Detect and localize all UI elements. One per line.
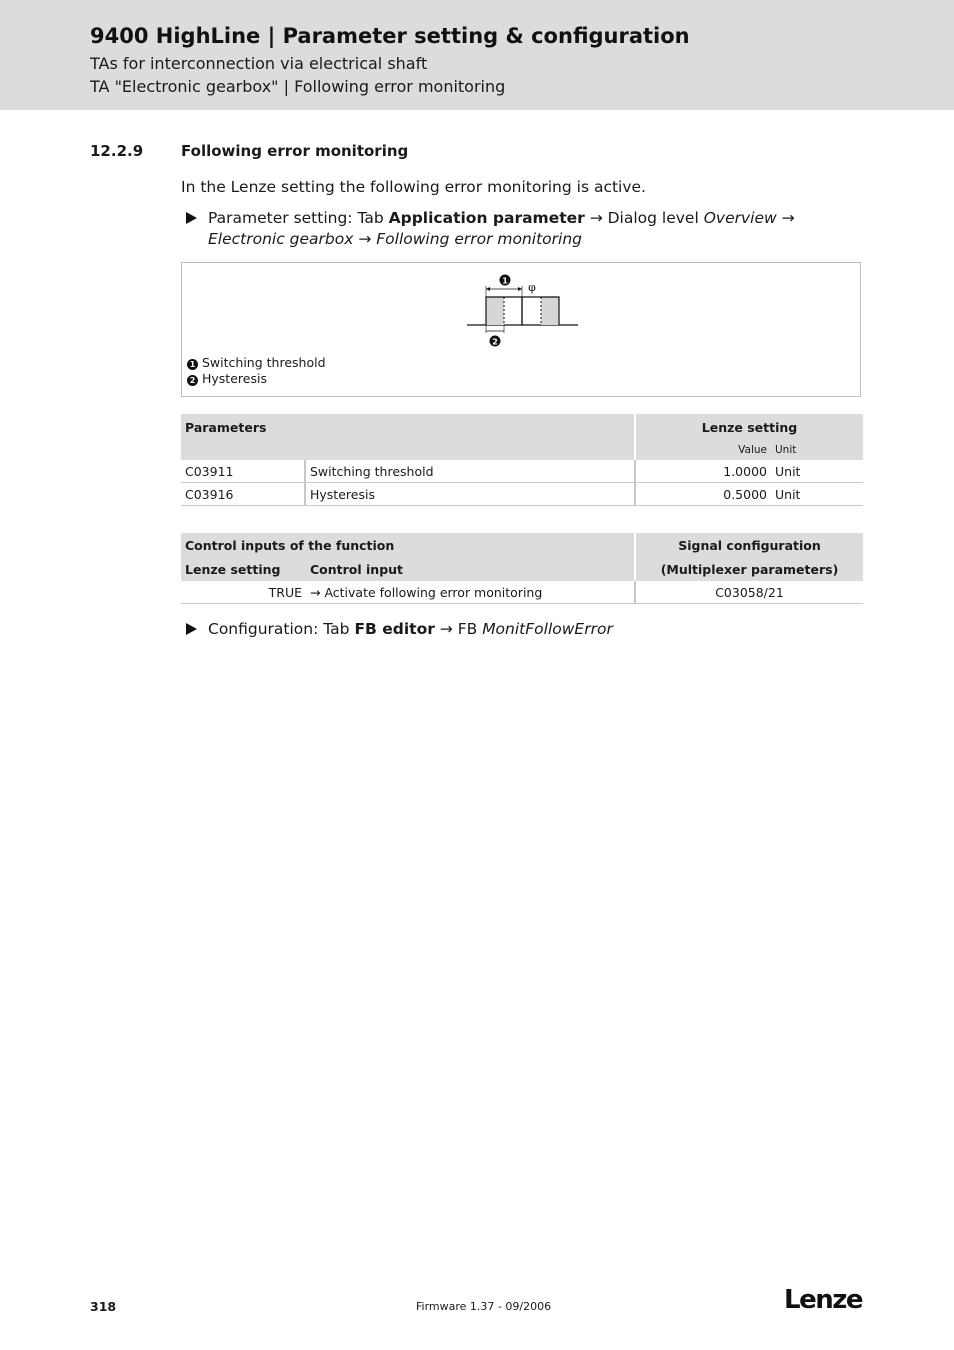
param-name: Switching threshold: [306, 460, 636, 483]
section-title: Following error monitoring: [181, 142, 409, 160]
marker-2-label: 2: [492, 337, 498, 347]
lenze-logo: Lenze: [784, 1285, 862, 1315]
arrowhead-left: [486, 287, 490, 291]
table-row: [181, 581, 863, 604]
firmware-version: Firmware 1.37 - 09/2006: [416, 1300, 552, 1313]
param-unit: Unit: [771, 460, 863, 483]
param-value: 0.5000: [636, 483, 771, 506]
following-error-figure: [181, 262, 861, 397]
parameters-table-header: [181, 414, 863, 440]
header-parameters: Parameters: [181, 414, 636, 440]
page-header: [0, 0, 954, 110]
header-value: Value: [738, 444, 767, 456]
instruction-text: Parameter setting: Tab Application parameter → Dialog level Overview → Electronic gearbox → Following error monitoring: [208, 209, 795, 248]
threshold-hysteresis-diagram: [462, 269, 582, 353]
header-signal-configuration: Signal configuration: [678, 537, 821, 553]
section-number: 12.2.9: [90, 142, 144, 160]
intro-paragraph: In the Lenze setting the following error monitoring is active.: [181, 178, 646, 196]
param-value: 1.0000: [636, 460, 771, 483]
header-multiplexer: (Multiplexer parameters): [660, 561, 839, 577]
control-inputs-table: [181, 533, 863, 604]
input-lenze-setting: TRUE: [181, 581, 306, 604]
legend-switching-threshold: 1 Switching threshold: [187, 355, 326, 370]
phi-label: φ: [528, 281, 536, 294]
bullet-triangle-icon: [186, 623, 197, 635]
header-lenze-setting: Lenze setting: [185, 561, 281, 577]
legend-hysteresis: 2 Hysteresis: [187, 371, 267, 386]
param-unit: Unit: [771, 483, 863, 506]
header-unit: Unit: [775, 444, 797, 456]
input-description: → Activate following error monitoring: [306, 581, 636, 604]
bullet-triangle-icon: [186, 212, 197, 224]
parameters-table: [181, 414, 863, 506]
header-lenze-setting: Lenze setting: [701, 419, 798, 435]
table-row: [181, 483, 863, 506]
arrowhead-right: [518, 287, 522, 291]
input-signal-parameter: C03058/21: [636, 581, 863, 604]
legend-marker-1-icon: 1: [187, 359, 198, 370]
legend-marker-2-icon: 2: [187, 375, 198, 386]
page-number: 318: [90, 1299, 117, 1314]
hysteresis-band: [486, 297, 504, 325]
param-code: C03916: [181, 483, 306, 506]
header-control-inputs: Control inputs of the function: [181, 533, 636, 557]
param-name: Hysteresis: [306, 483, 636, 506]
header-subtitle-section: TA "Electronic gearbox" | Following error monitoring: [90, 77, 506, 96]
header-subtitle-chapter: TAs for interconnection via electrical shaft: [90, 54, 428, 73]
table-row: [181, 460, 863, 483]
hysteresis-band-right: [541, 297, 559, 325]
marker-1-label: 1: [502, 276, 508, 286]
param-code: C03911: [181, 460, 306, 483]
header-title: 9400 HighLine | Parameter setting & configuration: [90, 24, 690, 48]
instruction-text: Configuration: Tab FB editor → FB MonitFollowError: [208, 620, 613, 638]
header-control-input: Control input: [306, 557, 636, 581]
